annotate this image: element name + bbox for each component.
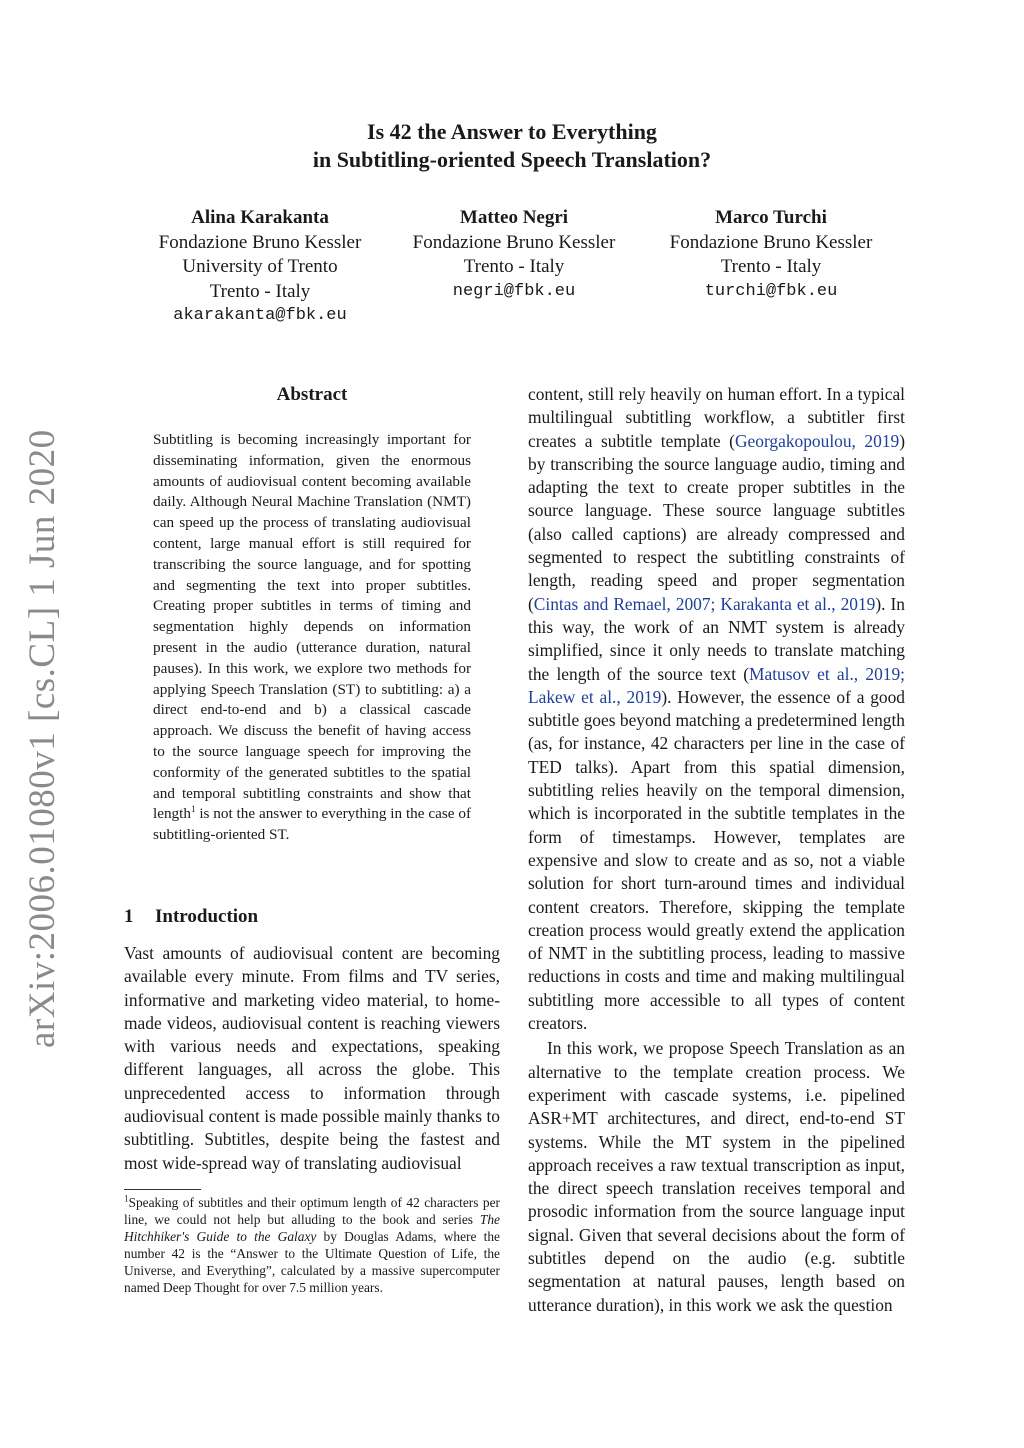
intro-right-column xyxy=(528,383,905,1317)
author-name: Alina Karakanta xyxy=(191,207,329,228)
author-affiliation: Fondazione Bruno Kessler xyxy=(669,231,873,253)
footnote-divider xyxy=(124,1189,201,1190)
arxiv-stamp: arXiv:2006.01080v1 [cs.CL] 1 Jun 2020 xyxy=(22,429,63,1048)
footnote xyxy=(124,1195,500,1296)
footnote-ref[interactable]: 1 xyxy=(190,804,196,815)
author-affiliation: Fondazione Bruno Kessler xyxy=(412,231,616,253)
author-block-1 xyxy=(130,206,390,329)
author-email[interactable]: akarakanta@fbk.eu xyxy=(173,306,347,325)
title-line-2: in Subtitling-oriented Speech Translation? xyxy=(312,147,712,172)
title-line-1: Is 42 the Answer to Everything xyxy=(367,119,657,144)
intro-left-paragraph: Vast amounts of audiovisual content are becoming available every minute. From films and TV series, informative and marketing video material, to home-made videos, audiovisual content is reaching viewers with various needs and expectations, speaking different languages, all across the globe. This unprecedented access to information through audiovisual content is made possible mainly thanks to subtitling. Subtitles, despite being the fastest and most wide-spread way of translating audiovisual xyxy=(124,943,500,1173)
footnote-book-title: The Hitchhiker's Guide to the Galaxy xyxy=(124,1211,500,1244)
author-name: Marco Turchi xyxy=(715,207,827,228)
author-email[interactable]: negri@fbk.eu xyxy=(452,281,576,301)
intro-paragraph-2: In this work, we propose Speech Translation as an alternative to the template creation process. We experiment with cascade systems, i.e. pipelined ASR+MT architectures, and direct, end-to-end ST systems. While the MT system in the pipelined approach receives a raw textual transcription as input, the direct speech translation receives temporal and prosodic information from the source language input signal. Given that several decisions about the form of subtitles depend on the audio (e.g. subtitle segmentation at natural pauses, length based on utterance duration), in this work we ask the question xyxy=(528,1038,905,1315)
section-title: Introduction xyxy=(155,906,259,927)
author-location: Trento - Italy xyxy=(720,256,822,277)
footnote-text: by Douglas Adams, where the number 42 is the “Answer to the Ultimate Question of Life, the Universe, and Everything”, calculated by a massive supercomputer named Deep Thought for over 7.5 million years. xyxy=(124,1228,500,1295)
paragraph-text: ). However, the essence of a good subtitle goes beyond matching a predetermined length (as, for instance, 42 characters per line in the case of TED talks). Apart from this spatial dimension, subtitling relies heavily on the temporal dimension, which is incorporated in the subtitle templates in the form of timestamps. However, templates are expensive and slow to create and as so, not a viable solution for short turn-around times and individual content creators. Therefore, skipping the template creation process would greatly extend the application of NMT in the subtitling process, leading to massive reductions in costs and time and making multilingual subtitling more accessible to all types of content creators. xyxy=(528,686,906,1034)
footnote-mark: 1 xyxy=(124,1193,129,1204)
section-heading-introduction xyxy=(124,906,258,928)
paragraph-text: ). In this way, the work of an NMT system is already simplified, since it only needs to translate matching the length of the source text ( xyxy=(528,593,905,684)
citation-link[interactable]: Georgakopoulou, 2019 xyxy=(734,430,900,451)
citation-link[interactable]: Cintas and Remael, 2007; Karakanta et al., 2019 xyxy=(533,593,876,614)
paragraph-text: content, still rely heavily on human effort. In a typical multilingual subtitling workflow, a subtitler first creates a subtitle template ( xyxy=(528,384,905,451)
author-block-2 xyxy=(384,206,644,304)
author-location: Trento - Italy xyxy=(463,256,565,277)
author-block-3 xyxy=(641,206,901,304)
author-affiliation: University of Trento xyxy=(182,256,338,277)
author-email[interactable]: turchi@fbk.eu xyxy=(704,281,838,301)
author-name: Matteo Negri xyxy=(459,207,569,228)
intro-paragraph-1 xyxy=(528,383,905,1035)
abstract-heading: Abstract xyxy=(276,384,348,405)
paper-title xyxy=(0,118,1024,174)
abstract-text-part: Subtitling is becoming increasingly important for disseminating information, given the enormous amounts of audiovisual content becoming available daily. Although Neural Machine Translation (NMT) can speed up the process of translating audiovisual content, large manual effort is still required for transcribing the source language, and for spotting and segmenting the text into proper subtitles. Creating proper subtitles in terms of timing and segmentation highly depends on information present in the audio (utterance duration, natural pauses). In this work, we explore two methods for applying Speech Translation (ST) to subtitling: a) a direct end-to-end and b) a classical cascade approach. We discuss the benefit of having access to the source language speech for improving the conformity of the generated subtitles to the spatial and temporal subtitling constraints and show that length xyxy=(153,431,471,823)
section-number: 1 xyxy=(124,906,134,927)
abstract-body xyxy=(153,430,471,846)
author-location: Trento - Italy xyxy=(209,280,311,302)
author-affiliation: Fondazione Bruno Kessler xyxy=(158,231,362,253)
abstract-text-part: is not the answer to everything in the case of subtitling-oriented ST. xyxy=(153,805,471,844)
paragraph-text: ) by transcribing the source language audio, timing and adapting the text to create proper subtitles in the source language. These source language subtitles (also called captions) are already compressed and segmented to respect the subtitling constraints of length, reading speed and proper segmentation ( xyxy=(528,430,906,614)
citation-link[interactable]: Matusov et al., 2019; Lakew et al., 2019 xyxy=(528,663,905,707)
footnote-text: Speaking of subtitles and their optimum length of 42 characters per line, we could not help but alluding to the book and series xyxy=(124,1195,500,1227)
